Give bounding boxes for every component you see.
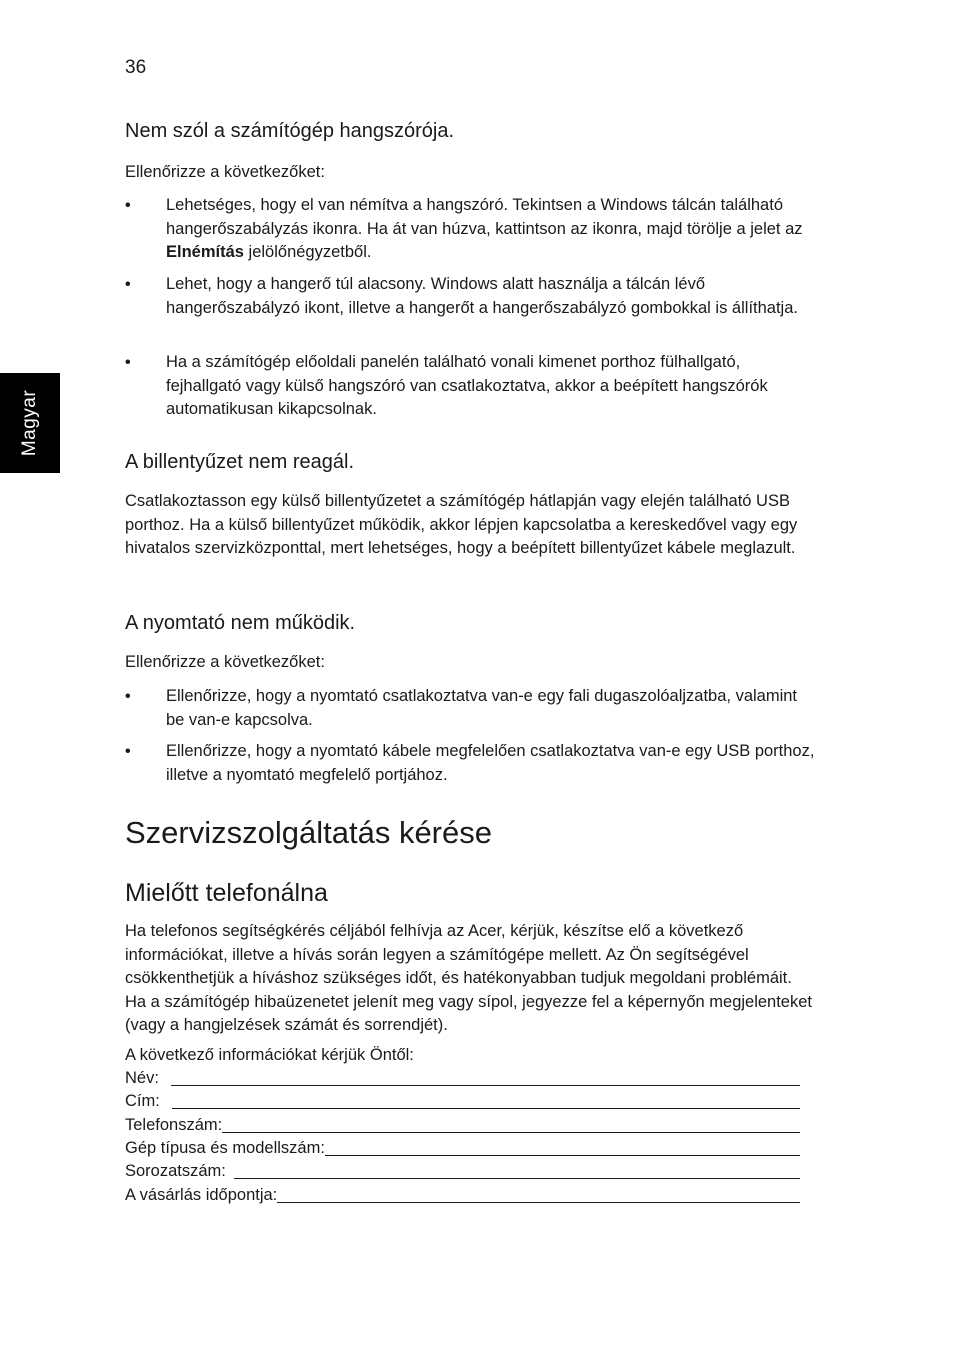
- form-label-model: Gép típusa és modellszám:: [125, 1139, 325, 1157]
- form-row-purchase-date: [125, 1184, 800, 1206]
- form-label-serial: Sorozatszám:: [125, 1162, 226, 1180]
- printer-intro: Ellenőrizze a következőket:: [125, 653, 325, 671]
- form-label-purchase-date: A vásárlás időpontja:: [125, 1186, 278, 1204]
- address-field[interactable]: [172, 1091, 800, 1109]
- text-run: jelölőnégyzetből.: [243, 243, 372, 261]
- bullet-marker: •: [125, 743, 131, 760]
- bold-term-mute: Elnémítás: [166, 243, 244, 261]
- name-field[interactable]: [171, 1068, 800, 1086]
- text-run: Lehetséges, hogy el van némítva a hangszóró. Tekintsen a Windows tálcán található hangerőszabályzás ikonra. Ha át van húzva, kattintson az ikonra, majd törölje a jelet az: [166, 196, 803, 238]
- model-field[interactable]: [325, 1138, 800, 1156]
- form-label-name: Név:: [125, 1069, 159, 1087]
- list-item-text: Lehet, hogy a hangerő túl alacsony. Windows alatt használja a tálcán lévő hangerőszabályzó ikont, illetve a hangerőt a hangerőszabályzó gombokkal is állíthatja.: [166, 275, 798, 317]
- service-body: Ha telefonos segítségkérés céljából felhívja az Acer, kérjük, készítse elő a következő információkat, illetve a hívás során legyen a számítógépe mellett. Az Ön segítségével csökkenthetjük a híváshoz szükséges időt, és hatékonyabban tudjuk megoldani problémáit. Ha a számítógép hibaüzenetet jelenít meg vagy sípol, jegyezze fel a képernyőn megjelenteket (vagy a hangjelzések számát és sorrendjét).: [125, 922, 812, 1034]
- form-row-name: [125, 1067, 800, 1089]
- form-row-phone: [125, 1114, 800, 1136]
- bullet-marker: •: [125, 688, 131, 705]
- language-side-tab: [0, 373, 60, 473]
- list-item-text: Ha a számítógép előoldali panelén található vonali kimenet porthoz fülhallgató, fejhallgató vagy külső hangszóró van csatlakoztatva, akkor a beépített hangszórók automatikusan kikapcsolnak.: [166, 353, 768, 418]
- serial-field[interactable]: [234, 1161, 800, 1179]
- list-item-text: [166, 194, 815, 265]
- form-row-model: [125, 1137, 800, 1159]
- phone-field[interactable]: [222, 1115, 800, 1133]
- form-row-address: [125, 1090, 800, 1112]
- list-item-text: Ellenőrizze, hogy a nyomtató kábele megfelelően csatlakoztatva van-e egy USB porthoz, illetve a nyomtató megfelelő portjához.: [166, 742, 815, 784]
- speaker-intro: Ellenőrizze a következőket:: [125, 163, 325, 181]
- form-intro: A következő információkat kérjük Öntől:: [125, 1046, 414, 1064]
- purchase-date-field[interactable]: [277, 1185, 800, 1203]
- section-title: Szervizszolgáltatás kérése: [125, 815, 492, 850]
- heading-speaker: Nem szól a számítógép hangszórója.: [125, 120, 455, 142]
- bullet-marker: •: [125, 197, 131, 214]
- form-label-phone: Telefonszám:: [125, 1116, 223, 1134]
- keyboard-body: Csatlakoztasson egy külső billentyűzetet a számítógép hátlapján vagy elején található USB porthoz. Ha a külső billentyűzet működik, akkor lépjen kapcsolatba a kereskedővel vagy egy hivatalos szervizközponttal, mert lehetséges, hogy a beépített billentyűzet kábele meglazult.: [125, 492, 798, 557]
- bullet-marker: •: [125, 354, 131, 371]
- heading-printer: A nyomtató nem működik.: [125, 612, 356, 634]
- form-label-address: Cím:: [125, 1092, 160, 1110]
- bullet-marker: •: [125, 276, 131, 293]
- form-row-serial: [125, 1160, 800, 1182]
- section-subtitle: Mielőtt telefonálna: [125, 879, 328, 907]
- list-item-text: Ellenőrizze, hogy a nyomtató csatlakoztatva van-e egy fali dugaszolóaljzatba, valamint be van-e kapcsolva.: [166, 687, 798, 729]
- side-tab-label: Magyar: [19, 389, 41, 457]
- page-number: 36: [125, 57, 147, 78]
- heading-keyboard: A billentyűzet nem reagál.: [125, 451, 355, 473]
